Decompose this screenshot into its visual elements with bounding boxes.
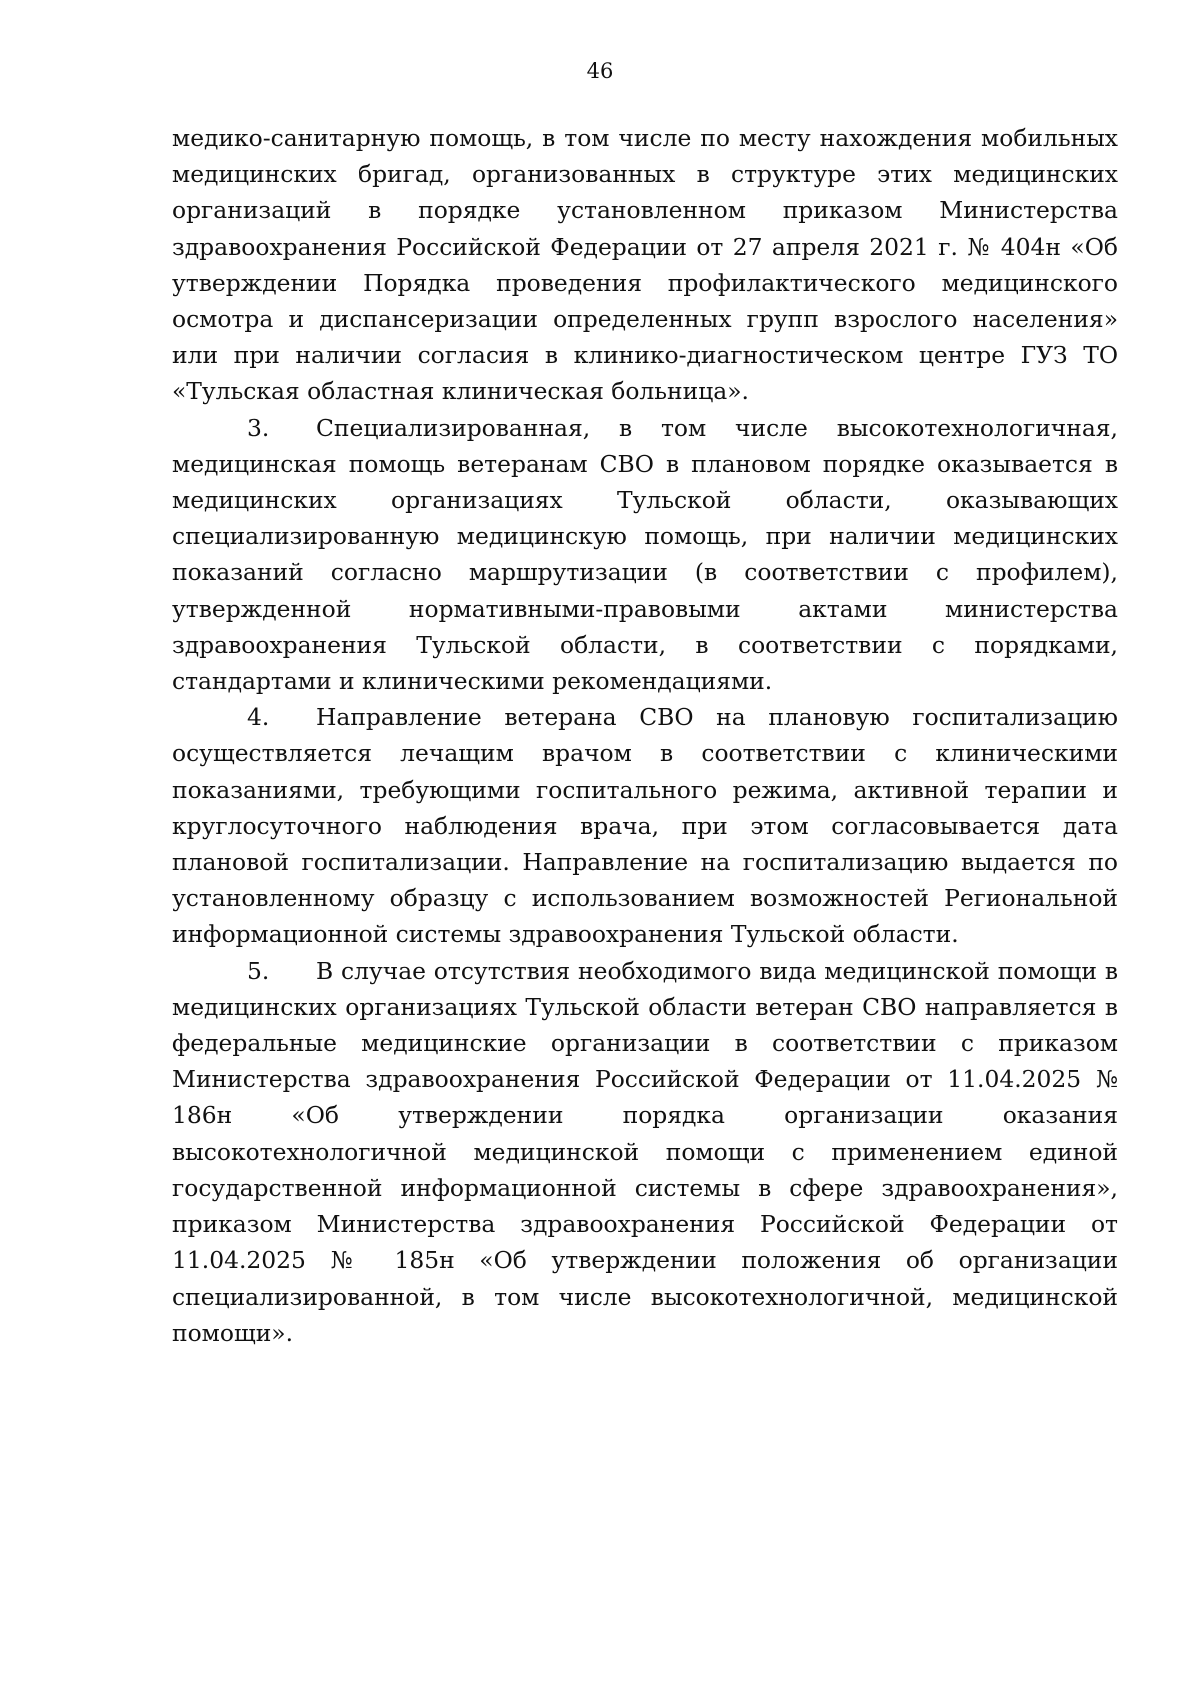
paragraph-text: медико-санитарную помощь, в том числе по месту нахождения мобильных медицинских бригад, организованных в структуре этих медицинских организаций в порядке установленном приказом Министерства здравоохранения Российской Федерации от 27 апреля 2021 г. № 404н «Об утверждении Порядка проведения профилактического медицинского осмотра и диспансеризации определенных групп взрослого населения» или при наличии согласия в клинико-диагностическом центре ГУЗ ТО «Тульская областная клиническая больница». (172, 124, 1118, 406)
page-number: 46 (586, 59, 614, 83)
paragraph-number: 4. (247, 703, 270, 732)
paragraph-item-4 (172, 699, 1118, 952)
paragraph-item-5 (172, 953, 1118, 1351)
document-body (172, 120, 1118, 1351)
paragraph-continuation (172, 120, 1118, 410)
paragraph-text: Направление ветерана СВО на плановую госпитализацию осуществляется лечащим врачом в соответствии с клиническими показаниями, требующими госпитального режима, активной терапии и круглосуточного наблюдения врача, при этом согласовывается дата плановой госпитализации. Направление на госпитализацию выдается по установленному образцу с использованием возможностей Региональной информационной системы здравоохранения Тульской области. (172, 703, 1118, 949)
paragraph-text: Специализированная, в том числе высокотехнологичная, медицинская помощь ветеранам СВО в плановом порядке оказывается в медицинских организациях Тульской области, оказывающих специализированную медицинскую помощь, при наличии медицинских показаний согласно маршрутизации (в соответствии с профилем), утвержденной нормативными-правовыми актами министерства здравоохранения Тульской области, в соответствии с порядками, стандартами и клиническими рекомендациями. (172, 413, 1118, 696)
paragraph-item-3 (172, 410, 1118, 700)
paragraph-number: 3. (247, 413, 270, 442)
paragraph-text: В случае отсутствия необходимого вида медицинской помощи в медицинских организациях Тульской области ветеран СВО направляется в федеральные медицинские организации в соответствии с приказом Министерства здравоохранения Российской Федерации от 11.04.2025 № 186н «Об утверждении порядка организации оказания высокотехнологичной медицинской помощи с применением единой государственной информационной системы в сфере здравоохранения», приказом Министерства здравоохранения Российской Федерации от 11.04.2025 № 185н «Об утверждении положения об организации специализированной, в том числе высокотехнологичной, медицинской помощи». (172, 956, 1118, 1347)
paragraph-number: 5. (247, 956, 270, 985)
